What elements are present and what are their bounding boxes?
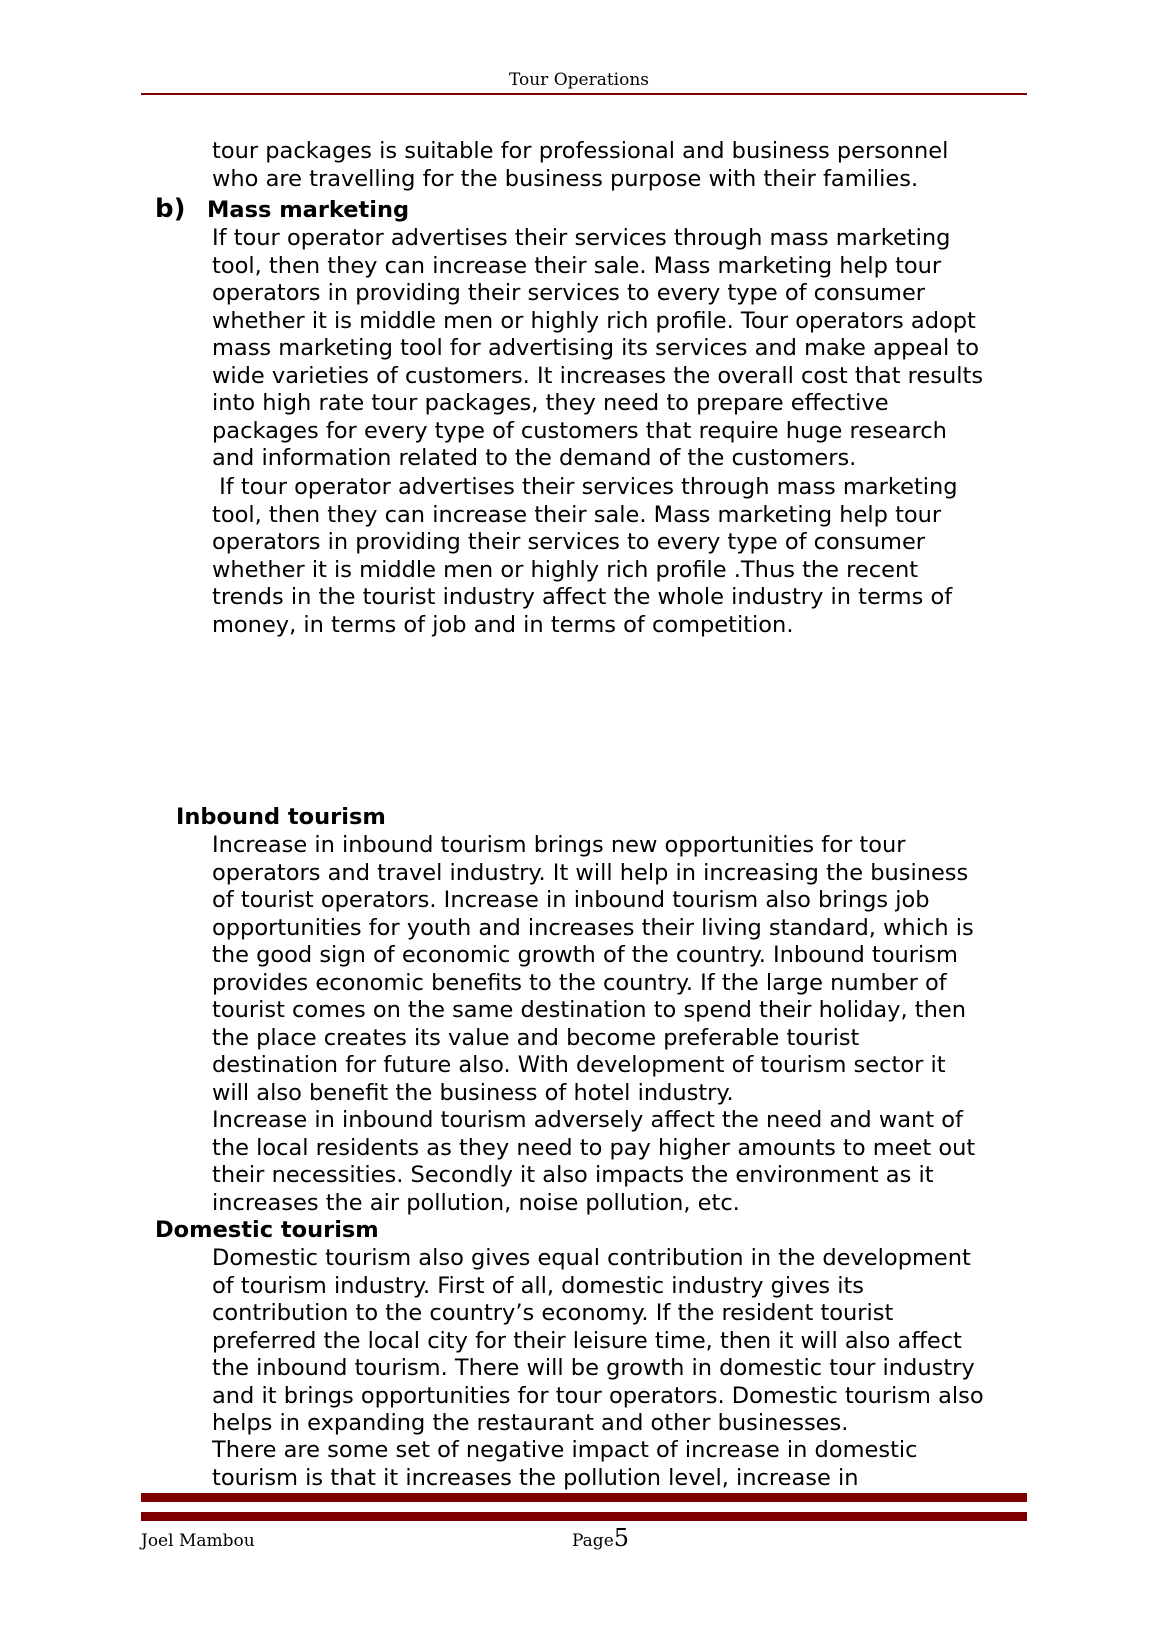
page-number: [572, 1524, 629, 1555]
header-title: Tour Operations: [508, 70, 650, 90]
inbound-tourism-paragraph-1: Increase in inbound tourism brings new opportunities for tour operators and travel industry. It will help in increasing the business of tourist operators. Increase in inbound tourism also brings job opportunities for youth and increases their living standard, which is the good sign of economic growth of the country. Inbound tourism provides economic benefits to the country. If the large number of tourist comes on the same destination to spend their holiday, then the place creates its value and become preferable tourist destination for future also. With development of tourism sector it will also benefit the business of hotel industry.: [212, 832, 974, 1106]
intro-paragraph: tour packages is suitable for professional and business personnel who are travelling for the business purpose with their families.: [212, 138, 949, 192]
header-divider: [141, 93, 1027, 95]
domestic-tourism-paragraph-1: Domestic tourism also gives equal contribution in the development of tourism industry. First of all, domestic industry gives its contribution to the country’s economy. If the resident tourist preferred the local city for their leisure time, then it will also affect the inbound tourism. There will be growth in domestic tour industry and it brings opportunities for tour operators. Domestic tourism also helps in expanding the restaurant and other businesses.: [212, 1245, 984, 1436]
footer-divider-top: [141, 1493, 1027, 1502]
inbound-tourism-paragraph-2: Increase in inbound tourism adversely affect the need and want of the local residents as they need to pay higher amounts to meet out their necessities. Secondly it also impacts the environment as it increases the air pollution, noise pollution, etc.: [212, 1107, 976, 1216]
footer-author: Joel Mambou: [141, 1531, 255, 1551]
mass-marketing-paragraph-1: If tour operator advertises their services through mass marketing tool, then they can increase their sale. Mass marketing help tour operators in providing their services to every type of consumer whether it is middle men or highly rich profile. Tour operators adopt mass marketing tool for advertising its services and make appeal to wide varieties of customers. It increases the overall cost that results into high rate tour packages, they need to prepare effective packages for every type of customers that require huge research and information related to the demand of the customers.: [212, 225, 984, 471]
page-number-value: 5: [613, 1524, 630, 1552]
section-heading-mass-marketing: Mass marketing: [207, 197, 410, 223]
mass-marketing-paragraph-2: If tour operator advertises their services through mass marketing tool, then they can increase their sale. Mass marketing help tour operators in providing their services to every type of consumer whether it is middle men or highly rich profile .Thus the recent trends in the tourist industry affect the whole industry in terms of money, in terms of job and in terms of competition.: [212, 474, 958, 638]
domestic-tourism-paragraph-2: There are some set of negative impact of increase in domestic tourism is that it increases the pollution level, increase in: [212, 1437, 918, 1491]
page-label: Page: [572, 1531, 614, 1551]
section-heading-inbound-tourism: Inbound tourism: [176, 804, 386, 830]
section-heading-domestic-tourism: Domestic tourism: [155, 1217, 379, 1243]
section-marker: b): [155, 194, 186, 224]
footer-divider-bottom: [141, 1512, 1027, 1521]
